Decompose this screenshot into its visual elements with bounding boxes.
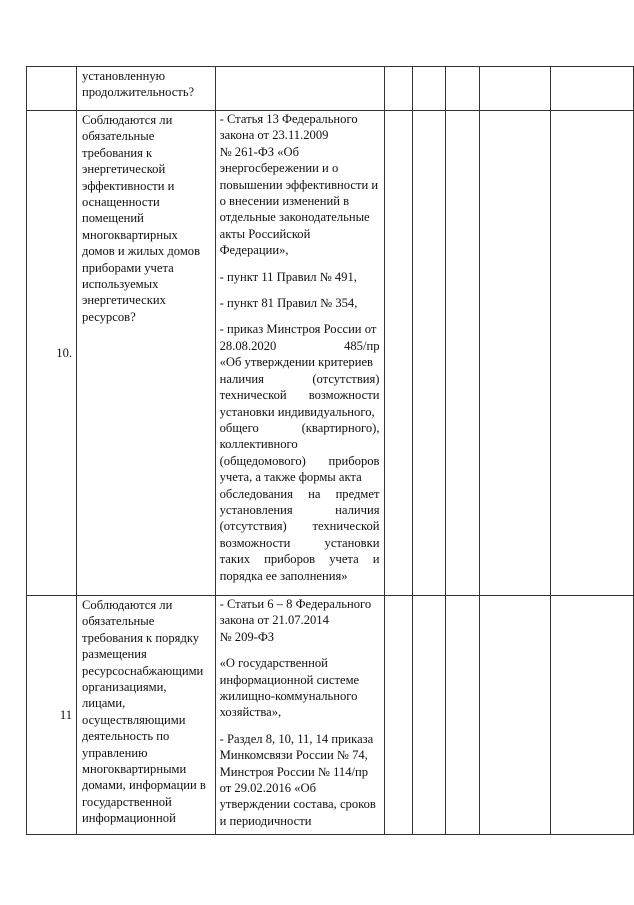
- question-line: ресурсоснабжающими: [82, 663, 204, 678]
- empty-cell-c: [446, 111, 480, 596]
- reference-line: [220, 535, 380, 551]
- question-cell: [77, 67, 216, 111]
- reference-word: таких: [219, 552, 251, 567]
- question-line: продолжительность?: [82, 85, 195, 100]
- question-line: используемых: [82, 277, 159, 292]
- reference-word: 485/пр: [344, 338, 380, 353]
- reference-line: хозяйства»,: [219, 705, 282, 720]
- reference-line: - Статьи 6 – 8 Федерального: [219, 597, 372, 611]
- reference-line: [220, 551, 380, 567]
- row-number-cell: [27, 67, 77, 111]
- reference-word: учета: [329, 552, 359, 567]
- question-line: установленную: [82, 69, 166, 83]
- reference-line: [220, 568, 380, 584]
- reference-line: о внесении изменений в: [219, 194, 350, 209]
- reference-line: [220, 518, 380, 534]
- reference-line: [220, 436, 380, 452]
- legal-references: [216, 596, 384, 831]
- reference-word: технической: [219, 388, 287, 403]
- reference-line: повышении эффективности и: [219, 177, 379, 192]
- reference-paragraph: [220, 321, 380, 584]
- question-cell: [77, 596, 216, 835]
- reference-line: «О государственной: [219, 656, 328, 671]
- reference-word: технической: [312, 519, 380, 534]
- question-line: требования к порядку: [82, 630, 200, 645]
- empty-cell-a: [384, 67, 412, 111]
- reference-line: [220, 338, 380, 354]
- empty-cell-a: [384, 596, 412, 835]
- question-line: многоквартирными: [82, 762, 187, 777]
- reference-line: - Раздел 8, 10, 11, 14 приказа: [219, 731, 374, 746]
- reference-word: (квартирного),: [301, 420, 380, 435]
- row-number: 10.: [56, 345, 73, 360]
- reference-paragraph: [220, 269, 380, 285]
- question-line: информационной: [82, 811, 176, 826]
- question-cell: [77, 111, 216, 596]
- reference-word: коллективного: [219, 437, 298, 452]
- reference-line: от 29.02.2016 «Об: [219, 781, 317, 796]
- question-line: приборами учета: [82, 260, 174, 275]
- table-row: [27, 111, 634, 596]
- reference-line: [220, 469, 380, 485]
- reference-word: установки индивидуального,: [219, 404, 375, 419]
- question-text: [77, 111, 215, 327]
- empty-cell-a: [384, 111, 412, 596]
- row-number-cell: [27, 596, 77, 835]
- reference-word: учета, а также формы акта: [219, 470, 362, 485]
- reference-line: энергосбережении и о: [219, 161, 339, 176]
- reference-word: приборов: [328, 453, 380, 468]
- legal-reference-cell: [215, 596, 384, 835]
- question-line: осуществляющими: [82, 712, 186, 727]
- legal-reference-cell: [215, 67, 384, 111]
- reference-word: возможности: [219, 535, 291, 550]
- reference-line: [220, 354, 380, 370]
- reference-word: 28.08.2020: [219, 338, 277, 353]
- reference-line: информационной системе: [219, 672, 360, 687]
- reference-paragraph: [220, 295, 380, 311]
- reference-line: Минстроя России № 114/пр: [219, 764, 369, 779]
- empty-cell-c: [446, 67, 480, 111]
- reference-line: и периодичности: [219, 813, 312, 828]
- reference-line: - пункт 11 Правил № 491,: [219, 269, 357, 284]
- question-line: энергетических: [82, 293, 166, 308]
- question-line: организациями,: [82, 680, 167, 695]
- question-line: государственной: [82, 794, 172, 809]
- question-line: обязательные: [82, 614, 155, 629]
- reference-line: [220, 420, 380, 436]
- reference-line: - пункт 81 Правил № 354,: [219, 296, 358, 311]
- legal-references: [216, 111, 384, 586]
- legal-references: [216, 67, 384, 69]
- question-line: оснащенности: [82, 195, 160, 210]
- reference-paragraph: [220, 596, 380, 645]
- reference-word: наличия: [335, 502, 380, 517]
- question-text: [77, 596, 215, 829]
- reference-word: общего: [219, 420, 259, 435]
- reference-word: (общедомового): [219, 453, 306, 468]
- reference-line: закона от 21.07.2014: [219, 613, 329, 628]
- question-line: управлению: [82, 745, 148, 760]
- reference-word: (отсутствия): [219, 519, 287, 534]
- reference-word: приборов: [264, 552, 316, 567]
- reference-line: [220, 486, 380, 502]
- empty-cell-d: [480, 67, 550, 111]
- reference-line: отдельные законодательные: [219, 210, 370, 225]
- empty-cell-b: [412, 596, 446, 835]
- reference-word: (отсутствия): [312, 371, 380, 386]
- row-number: 11: [59, 707, 73, 722]
- reference-word: установки: [324, 535, 380, 550]
- reference-line: закона от 23.11.2009: [219, 128, 329, 143]
- reference-word: установления: [219, 502, 293, 517]
- reference-line: [220, 502, 380, 518]
- reference-word: предмет: [335, 486, 380, 501]
- reference-line: Минкомсвязи России № 74,: [219, 748, 368, 763]
- table-row: [27, 67, 634, 111]
- question-line: энергетической: [82, 162, 166, 177]
- legal-reference-cell: [215, 111, 384, 596]
- checklist-body: [27, 67, 634, 835]
- reference-line: [220, 453, 380, 469]
- row-number-cell: [27, 111, 77, 596]
- reference-word: и: [372, 552, 380, 567]
- question-line: Соблюдаются ли: [82, 598, 173, 612]
- reference-line: [220, 404, 380, 420]
- reference-word: порядка ее заполнения»: [219, 568, 348, 583]
- table-row: [27, 596, 634, 835]
- reference-line: [220, 371, 380, 387]
- reference-line: утверждении состава, сроков: [219, 797, 376, 812]
- question-line: лицами,: [82, 696, 126, 711]
- reference-line: акты Российской: [219, 226, 311, 241]
- empty-cell-b: [412, 111, 446, 596]
- empty-cell-d: [480, 111, 550, 596]
- question-line: домами, информации в: [82, 778, 206, 793]
- question-line: требования к: [82, 145, 153, 160]
- reference-line: жилищно-коммунального: [219, 689, 358, 704]
- reference-paragraph: [220, 111, 380, 259]
- empty-cell-e: [550, 596, 633, 835]
- empty-cell-c: [446, 596, 480, 835]
- empty-cell-d: [480, 596, 550, 835]
- question-text: [77, 67, 215, 103]
- empty-cell-e: [550, 111, 633, 596]
- question-line: Соблюдаются ли: [82, 113, 173, 127]
- question-line: многоквартирных: [82, 227, 178, 242]
- question-line: помещений: [82, 211, 144, 226]
- question-line: размещения: [82, 647, 147, 662]
- reference-line: - приказ Минстроя России от: [219, 322, 377, 337]
- reference-word: обследования: [219, 486, 293, 501]
- reference-line: № 209-ФЗ: [219, 629, 275, 644]
- empty-cell-b: [412, 67, 446, 111]
- reference-paragraph: [220, 655, 380, 721]
- question-line: домов и жилых домов: [82, 244, 201, 259]
- question-line: ресурсов?: [82, 309, 136, 324]
- reference-line: [220, 387, 380, 403]
- reference-word: наличия: [219, 371, 264, 386]
- checklist-table: [26, 66, 634, 835]
- reference-word: на: [308, 486, 321, 501]
- reference-line: № 261-ФЗ «Об: [219, 144, 300, 159]
- question-line: эффективности и: [82, 178, 175, 193]
- question-line: обязательные: [82, 129, 155, 144]
- empty-cell-e: [550, 67, 633, 111]
- reference-line: - Статья 13 Федерального: [219, 112, 358, 126]
- reference-paragraph: [220, 731, 380, 829]
- reference-line: Федерации»,: [219, 243, 289, 258]
- question-line: деятельность по: [82, 729, 170, 744]
- reference-word: возможности: [308, 388, 380, 403]
- reference-word: «Об утверждении критериев: [219, 355, 374, 370]
